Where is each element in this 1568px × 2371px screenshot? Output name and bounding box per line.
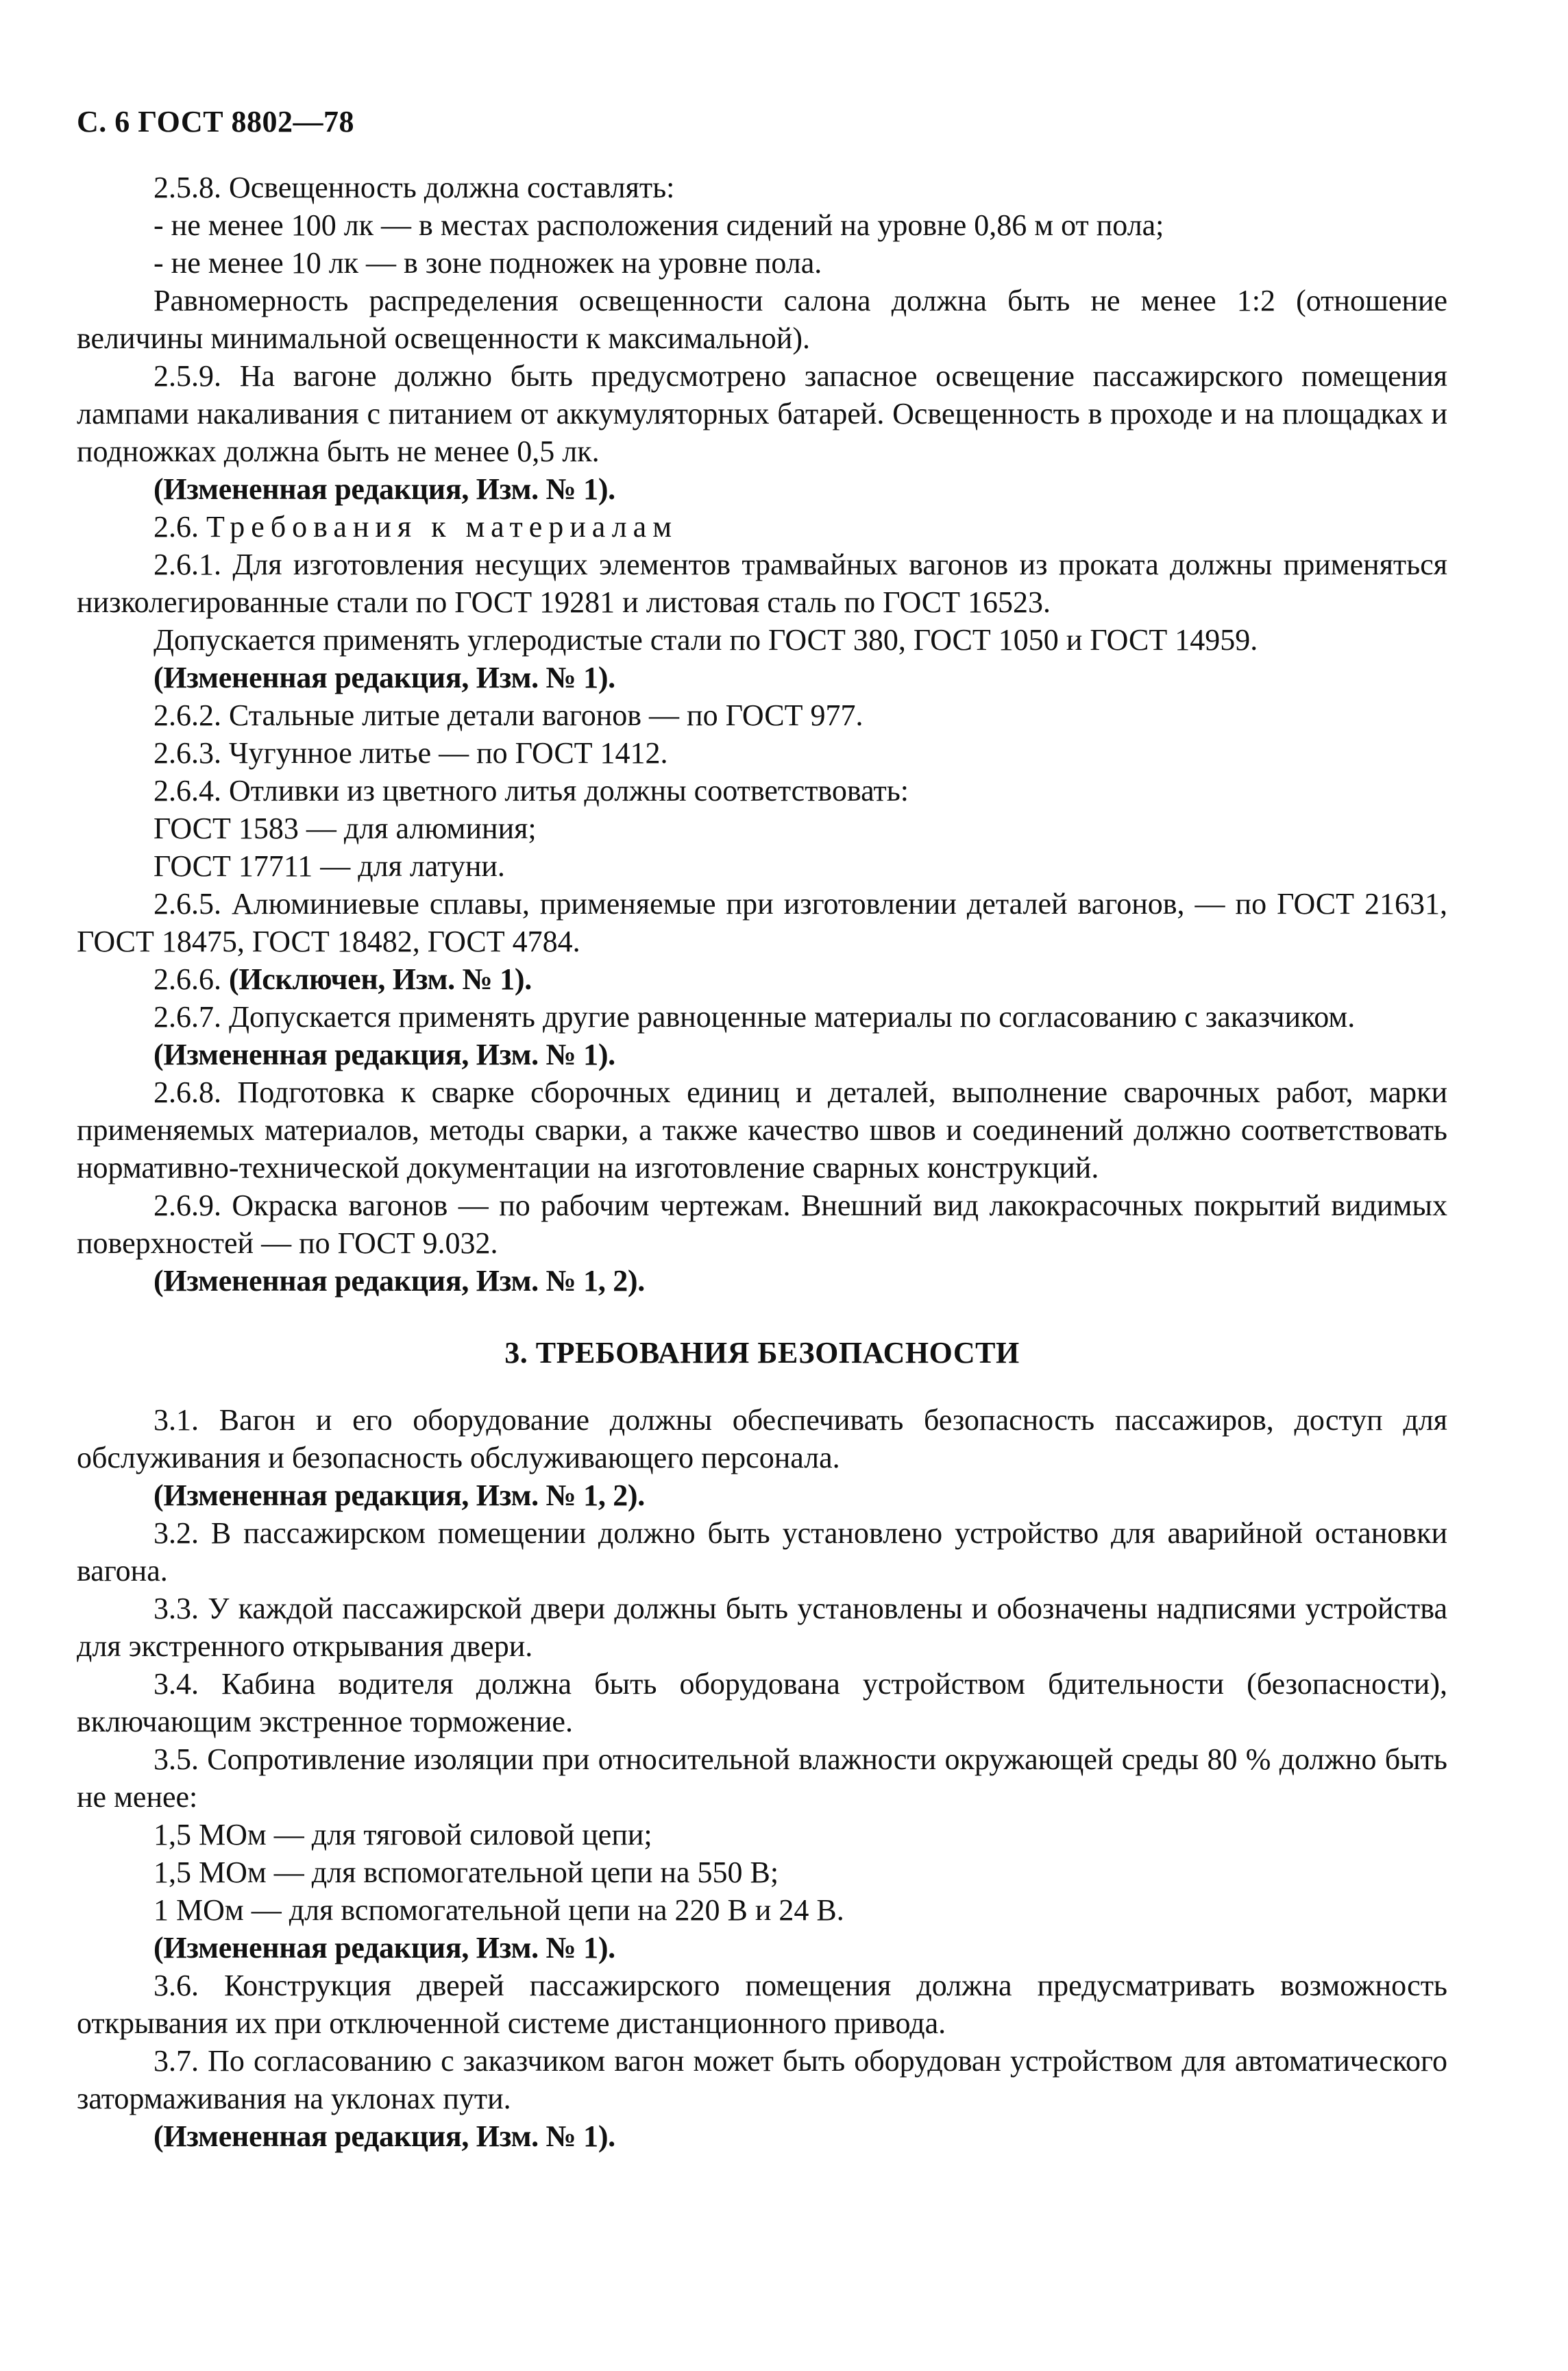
paragraph-carbon-steel: Допускается применять углеродистые стали по ГОСТ 380, ГОСТ 1050 и ГОСТ 14959. <box>154 623 1258 657</box>
list-item: - не менее 100 лк — в местах расположения сидений на уровне 0,86 м от пола; <box>154 208 1164 242</box>
paragraph-3-3: 3.3. У каждой пассажирской двери должны быть установлены и обозначены надписями устройства для экстренного открывания двери. <box>77 1592 1447 1663</box>
amendment-note: (Измененная редакция, Изм. № 1). <box>154 2119 615 2153</box>
paragraph-2-6-4: 2.6.4. Отливки из цветного литья должны соответствовать: <box>154 774 909 807</box>
paragraph-3-7: 3.7. По согласованию с заказчиком вагон может быть оборудован устройством для автоматического затормаживания на уклонах пути. <box>77 2044 1447 2115</box>
amendment-note: (Измененная редакция, Изм. № 1, 2). <box>154 1479 645 1512</box>
subsection-2-6-heading <box>77 508 1447 546</box>
paragraph-3-4: 3.4. Кабина водителя должна быть оборудована устройством бдительности (безопасности), включающим экстренное торможение. <box>77 1667 1447 1738</box>
document-body <box>77 169 1447 2155</box>
paragraph-2-5-9: 2.5.9. На вагоне должно быть предусмотрено запасное освещение пассажирского помещения лампами накаливания с питанием от аккумуляторных батарей. Освещенность в проходе и на площадках и подножках должна быть не менее 0,5 лк. <box>77 359 1447 468</box>
list-item: ГОСТ 17711 — для латуни. <box>154 849 505 883</box>
paragraph-2-6-3: 2.6.3. Чугунное литье — по ГОСТ 1412. <box>154 736 668 770</box>
paragraph-2-6-8: 2.6.8. Подготовка к сварке сборочных единиц и деталей, выполнение сварочных работ, марки применяемых материалов, методы сварки, а также качество швов и соединений должно соответствовать нормативно-технической документации на изготовление сварных конструкций. <box>77 1075 1447 1184</box>
paragraph-number: 2.6.6. <box>154 962 221 996</box>
paragraph-3-6: 3.6. Конструкция дверей пассажирского помещения должна предусматривать возможность открывания их при отключенной системе дистанционного привода. <box>77 1969 1447 2040</box>
paragraph-3-2: 3.2. В пассажирском помещении должно быть установлено устройство для аварийной остановки вагона. <box>77 1516 1447 1588</box>
subsection-number: 2.6. <box>154 510 199 544</box>
amendment-note: (Измененная редакция, Изм. № 1). <box>154 1038 615 1071</box>
list-item: ГОСТ 1583 — для алюминия; <box>154 812 537 845</box>
excluded-note: (Исключен, Изм. № 1). <box>229 962 532 996</box>
subsection-title: Требования к материалам <box>206 510 678 544</box>
paragraph-2-6-9: 2.6.9. Окраска вагонов — по рабочим чертежам. Внешний вид лакокрасочных покрытий видимых поверхностей — по ГОСТ 9.032. <box>77 1189 1447 1260</box>
paragraph-2-6-5: 2.6.5. Алюминиевые сплавы, применяемые при изготовлении деталей вагонов, — по ГОСТ 21631, ГОСТ 18475, ГОСТ 18482, ГОСТ 4784. <box>77 887 1447 958</box>
paragraph-uniformity: Равномерность распределения освещенности салона должна быть не менее 1:2 (отношение величины минимальной освещенности к максимальной). <box>77 284 1447 355</box>
paragraph-3-5: 3.5. Сопротивление изоляции при относительной влажности окружающей среды 80 % должно быть не менее: <box>77 1742 1447 1814</box>
paragraph-2-6-2: 2.6.2. Стальные литые детали вагонов — по ГОСТ 977. <box>154 698 863 732</box>
section-title: 3. ТРЕБОВАНИЯ БЕЗОПАСНОСТИ <box>504 1336 1020 1370</box>
amendment-note: (Измененная редакция, Изм. № 1). <box>154 472 615 506</box>
paragraph-3-1: 3.1. Вагон и его оборудование должны обеспечивать безопасность пассажиров, доступ для обслуживания и безопасность обслуживающего персонала. <box>77 1403 1447 1474</box>
paragraph-2-6-7: 2.6.7. Допускается применять другие равноценные материалы по согласованию с заказчиком. <box>154 1000 1356 1034</box>
list-item: 1,5 МОм — для вспомогательной цепи на 550 В; <box>154 1856 779 1889</box>
amendment-note: (Измененная редакция, Изм. № 1). <box>154 1931 615 1965</box>
list-item: - не менее 10 лк — в зоне подножек на уровне пола. <box>154 246 822 280</box>
paragraph-2-6-1: 2.6.1. Для изготовления несущих элементов трамвайных вагонов из проката должны применяться низколегированные стали по ГОСТ 19281 и листовая сталь по ГОСТ 16523. <box>77 548 1447 619</box>
amendment-note: (Измененная редакция, Изм. № 1, 2). <box>154 1264 645 1298</box>
page-header: С. 6 ГОСТ 8802—78 <box>77 105 355 138</box>
paragraph-2-5-8: 2.5.8. Освещенность должна составлять: <box>154 171 675 204</box>
paragraph-2-6-6 <box>77 960 1447 998</box>
list-item: 1,5 МОм — для тяговой силовой цепи; <box>154 1818 652 1851</box>
list-item: 1 МОм — для вспомогательной цепи на 220 В и 24 В. <box>154 1893 844 1927</box>
amendment-note: (Измененная редакция, Изм. № 1). <box>154 661 615 694</box>
